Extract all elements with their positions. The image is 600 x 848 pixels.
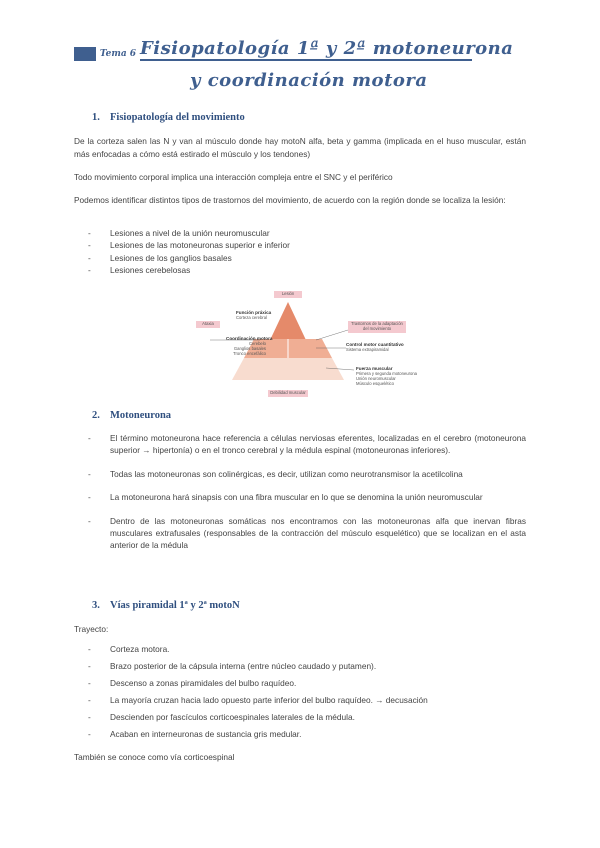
section2-title: Motoneurona bbox=[110, 410, 172, 421]
figure-bottom-label: Debilidad muscular bbox=[268, 390, 308, 397]
coord-title: Coordinación motora bbox=[226, 336, 273, 341]
control-title: Control motor cuantitativo bbox=[346, 342, 404, 347]
figure-coordinacion bbox=[226, 336, 273, 356]
figure-right-label: Trastornos de la adaptación del movimiento bbox=[348, 321, 406, 333]
coord-sub-1: Ganglios basales bbox=[233, 346, 266, 351]
fuerza-sub-0: Primera y segunda motoneurona bbox=[356, 371, 417, 376]
list-item: - Acaban en interneuronas de sustancia gris medular. bbox=[88, 728, 526, 740]
funcion-sub: Corteza cerebral bbox=[236, 315, 267, 320]
list-item: - Brazo posterior de la cápsula interna (entre núcleo caudado y putamen). bbox=[88, 660, 526, 672]
tema-badge: Tema 6 bbox=[96, 46, 140, 62]
coord-sub-0: Cerebelo bbox=[249, 341, 266, 346]
section2-list bbox=[88, 432, 526, 552]
control-sub: Sistema extrapiramidal bbox=[346, 347, 389, 352]
fuerza-sub-1: Unión neuromuscular bbox=[356, 376, 396, 381]
page-title-line2: y coordinación motora bbox=[190, 70, 428, 91]
figure-control-motor bbox=[346, 342, 404, 352]
leader-line bbox=[316, 330, 348, 340]
section2-number: 2. bbox=[92, 410, 100, 421]
fuerza-title: Fuerza muscular bbox=[356, 366, 393, 371]
list-item: - El término motoneurona hace referencia a células nerviosas eferentes, localizadas en el cerebro (motoneurona superior → hipertonía) o en el tronco cerebral y la médula espinal (motoneuronas inferiores). bbox=[88, 432, 526, 457]
section1-number: 1. bbox=[92, 112, 100, 123]
figure-funcion-praxica bbox=[236, 310, 271, 320]
section1-paragraph-2: Todo movimiento corporal implica una interacción compleja entre el SNC y el periférico bbox=[74, 172, 393, 182]
section1-paragraph-1: De la corteza salen las N y van al músculo donde hay motoN alfa, beta y gamma (implicada en el huso muscular, están más enfocadas a cómo está estirado el músculo y los tendones) bbox=[74, 136, 526, 159]
section1-list bbox=[88, 227, 508, 277]
trayecto-label: Trayecto: bbox=[74, 624, 109, 634]
section3-title: Vías piramidal 1ª y 2ª motoN bbox=[110, 600, 240, 611]
funcion-title: Función práxica bbox=[236, 310, 272, 315]
section2-heading bbox=[92, 410, 171, 421]
list-item: - Todas las motoneuronas son colinérgicas, es decir, utilizan como neurotransmisor la acetilcolina bbox=[88, 468, 526, 480]
list-item: - La mayoría cruzan hacia lado opuesto parte inferior del bulbo raquídeo. → decusación bbox=[88, 694, 526, 706]
list-item: - Descenso a zonas piramidales del bulbo raquídeo. bbox=[88, 677, 526, 689]
list-item: - La motoneurona hará sinapsis con una fibra muscular en lo que se denomina la unión neuromuscular bbox=[88, 491, 526, 503]
movement-pyramid-figure bbox=[196, 290, 417, 398]
list-item: - Lesiones a nivel de la unión neuromuscular bbox=[88, 227, 508, 239]
list-item: - Dentro de las motoneuronas somáticas nos encontramos con las motoneuronas alfa que inervan fibras musculares extrafusales (responsables de la contracción del músculo esquelético) que se localizan en el asta anterior de la médula bbox=[88, 515, 526, 552]
figure-top-label: Lesión bbox=[274, 291, 302, 298]
closing-note: También se conoce como vía corticoespinal bbox=[74, 752, 235, 762]
section1-heading bbox=[92, 112, 245, 123]
section1-paragraph-3: Podemos identificar distintos tipos de trastornos del movimiento, de acuerdo con la región donde se localiza la lesión: bbox=[74, 195, 506, 205]
figure-left-label: Ataxia bbox=[196, 321, 220, 328]
page-title: Fisiopatología 1ª y 2ª motoneurona bbox=[140, 38, 514, 59]
section3-list bbox=[88, 643, 526, 740]
pyramid-base bbox=[232, 358, 344, 380]
section1-title: Fisiopatología del movimiento bbox=[110, 112, 245, 123]
list-item: - Lesiones cerebelosas bbox=[88, 264, 508, 276]
list-item: - Lesiones de las motoneuronas superior e inferior bbox=[88, 239, 508, 251]
section3-heading bbox=[92, 600, 240, 611]
section3-number: 3. bbox=[92, 600, 100, 611]
list-item: - Lesiones de los ganglios basales bbox=[88, 252, 508, 264]
list-item: - Descienden por fascículos corticoespinales laterales de la médula. bbox=[88, 711, 526, 723]
figure-fuerza-muscular bbox=[356, 366, 417, 386]
fuerza-sub-2: Músculo esquelético bbox=[356, 381, 394, 386]
coord-sub-2: Tronco encefálico bbox=[233, 351, 266, 356]
list-item: - Corteza motora. bbox=[88, 643, 526, 655]
